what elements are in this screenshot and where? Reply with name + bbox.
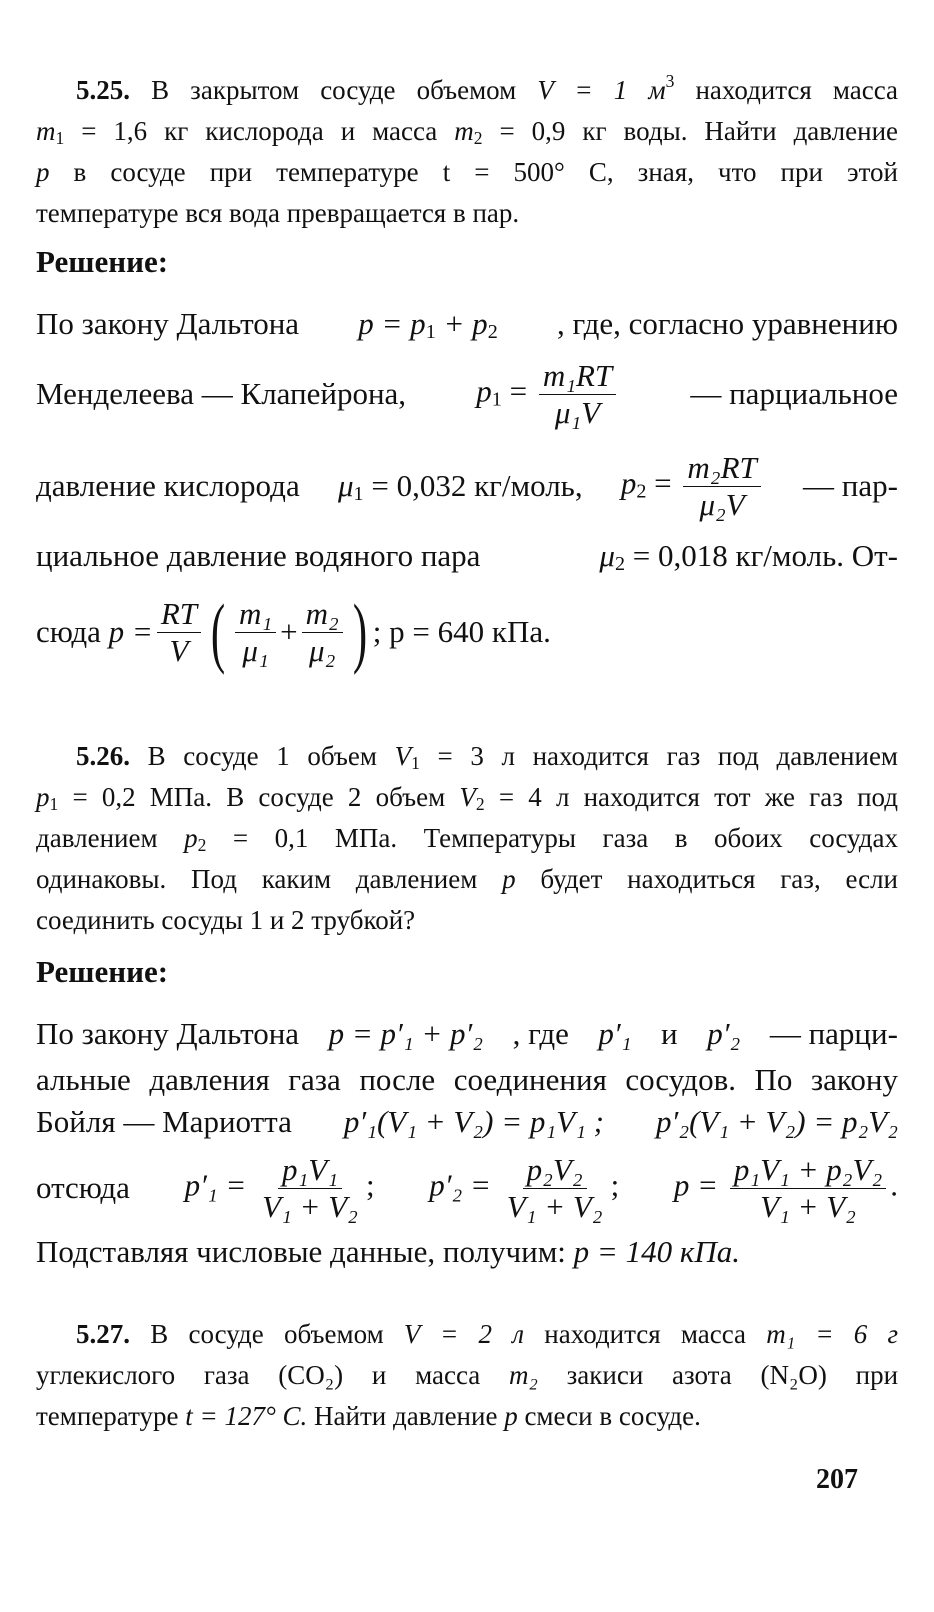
problem-line [36, 152, 898, 193]
fraction: $\frac{\text{m₁}}{\text{μ₁}}$ [235, 596, 276, 669]
solution-heading: Решение: [36, 244, 169, 279]
symbol: V [394, 741, 412, 771]
formula: p′₁(V₁ + V₂) = p₁V₁ ; [343, 1104, 604, 1139]
solution-line: По закону Дальтона $p = p_1 + p_2$ , где, согласно уравнению [36, 302, 898, 346]
symbol: p [36, 782, 50, 812]
problem-5-26 [36, 736, 898, 941]
right-paren: ) [352, 588, 367, 675]
problem-5-25 [36, 70, 898, 234]
fraction: $\frac{\text{m₂RT}}{\text{μ₂V}}$ [683, 450, 760, 523]
text: сюда [36, 614, 101, 649]
formula: p′₂(V₁ + V₂) = p₂V₂ [656, 1104, 898, 1139]
text: В закрытом сосуде объемом [151, 75, 517, 105]
formula: p = 140 кПа. [573, 1234, 740, 1269]
problem-line: 5.26. В сосуде 1 объем $V_1 = 3$ л находится газ под давлением [76, 741, 899, 773]
solution-line: Бойля — Мариотта p′₁(V₁ + V₂) = p₁V₁ ; p′₂(V₁ + V₂) = p₂V₂ [36, 1100, 898, 1144]
text: — парциальное [690, 376, 898, 411]
fraction: $\frac{RT}{V}$ [157, 596, 201, 669]
solution-line: По закону Дальтона p = p′₁ + p′₂ , где p′₁ и p′₂ — парци- [36, 1012, 898, 1056]
text: находится масса [695, 75, 899, 105]
text: = 0,9 кг воды. Найти давление [499, 116, 899, 146]
solution-line: отсюда p′₁ = $\frac{\text{p₁V₁}}{\text{V₁ + V₂}}$ ; p′₂ = $\frac{\text{p₂V₂}}{\text{V₁ + V₂}}$ ; p = $\frac{\text{p₁V₁ + p₂V₂}}{\text{V₁ + V₂}}$ . [36, 1151, 898, 1224]
exponent: 3 [665, 71, 675, 91]
fraction: $\frac{\text{m₂}}{\text{μ₂}}$ [302, 596, 343, 669]
symbol: m [454, 116, 474, 146]
solution-line: Менделеева — Клапейрона, $p_1$ = $\frac{\text{m₁RT}}{\text{μ₁V}}$ — парциальное [36, 357, 898, 430]
symbol: μ [599, 538, 615, 573]
symbol: p [502, 864, 516, 894]
left-paren: ( [210, 588, 226, 675]
problem-number: 5.25. [76, 75, 130, 105]
problem-line: температуре t = 127° С. Найти давление p смеси в сосуде. [36, 1401, 701, 1431]
fraction: $\frac{\text{p₂V₂}}{\text{V₁ + V₂}}$ [506, 1151, 603, 1224]
symbol: p [620, 465, 637, 501]
symbol: p [476, 373, 492, 409]
symbol: p′₂ [707, 1016, 741, 1051]
symbol: p′₁ [598, 1016, 632, 1051]
symbol: p [184, 823, 198, 853]
text: ; p = 640 кПа. [372, 614, 551, 649]
text: По закону Дальтона [36, 306, 300, 341]
page-number: 207 [816, 1464, 858, 1495]
text: давление кислорода [36, 468, 300, 503]
formula: p = [108, 614, 153, 649]
symbol: p [36, 157, 50, 187]
problem-number: 5.26. [76, 741, 130, 771]
text: t = 500° С, зная, что при этой [442, 157, 898, 187]
formula: V = 1 м [537, 75, 666, 105]
problem-line: одинаковы. Под каким давлением p будет находиться газ, если [36, 864, 899, 894]
problem-line: температуре вся вода превращается в пар. [36, 198, 520, 228]
formula: p = p′₁ + p′₂ [328, 1016, 484, 1051]
problem-line: $p_1 = 0,2$ МПа. В сосуде 2 объем $V_2 = 4$ л находится тот же газ под [36, 782, 898, 814]
solution-line: альные давления газа после соединения сосудов. По закону [36, 1062, 898, 1097]
solution-line: циальное давление водяного пара $\mu_2 = 0,018$ кг/моль. От- [36, 534, 898, 578]
problem-5-27 [36, 1314, 898, 1437]
symbol: V [459, 782, 476, 812]
symbol: m [36, 116, 56, 146]
fraction: $\frac{\text{m₁RT}}{\text{μ₁V}}$ [539, 358, 616, 431]
solution-line: сюда p = $\frac{RT}{V}$ ( $\frac{\text{m₁}}{\text{μ₁}}$ + $\frac{\text{m₂}}{\text{μ₂}}$ ) ; p = 640 кПа. [36, 588, 551, 675]
solution-heading: Решение: [36, 954, 169, 989]
text: — пар- [803, 468, 898, 503]
solution-line: давление кислорода $\mu_1 = 0,032$ кг/моль, $p_2$ = $\frac{\text{m₂RT}}{\text{μ₂V}}$ — пар- [36, 449, 898, 522]
text: циальное давление водяного пара [36, 538, 481, 573]
text: Менделеева — Клапейрона, [36, 376, 407, 411]
problem-line: давлением $p_2 = 0,1$ МПа. Температуры газа в обоих сосудах [36, 823, 899, 855]
problem-line: соединить сосуды 1 и 2 трубкой? [36, 905, 416, 935]
fraction: $\frac{\text{p₁V₁}}{\text{V₁ + V₂}}$ [262, 1151, 358, 1224]
problem-line: 5.27. В сосуде объемом V = 2 л находится масса m₁ = 6 г [76, 1319, 899, 1349]
problem-number: 5.27. [76, 1319, 130, 1349]
solution-line: Подставляя числовые данные, получим: p = 140 кПа. [36, 1234, 740, 1269]
symbol: μ [337, 468, 354, 503]
formula: p = p [358, 306, 426, 341]
problem-line: углекислого газа (CO₂) и масса m₂ закиси азота (N₂O) при [36, 1360, 899, 1390]
text: = 1,6 кг кислорода и масса [81, 116, 438, 146]
problem-line [36, 70, 898, 111]
formula: + p [443, 306, 488, 341]
text: в сосуде при температуре [73, 157, 419, 187]
problem-line: $m_1 = 1,6$ кг кислорода и масса $m_2 = 0,9$ кг воды. Найти давление [36, 116, 899, 148]
fraction: $\frac{\text{p₁V₁ + p₂V₂}}{\text{V₁ + V₂}}$ [730, 1152, 886, 1225]
text: , где, согласно уравнению [556, 306, 898, 341]
